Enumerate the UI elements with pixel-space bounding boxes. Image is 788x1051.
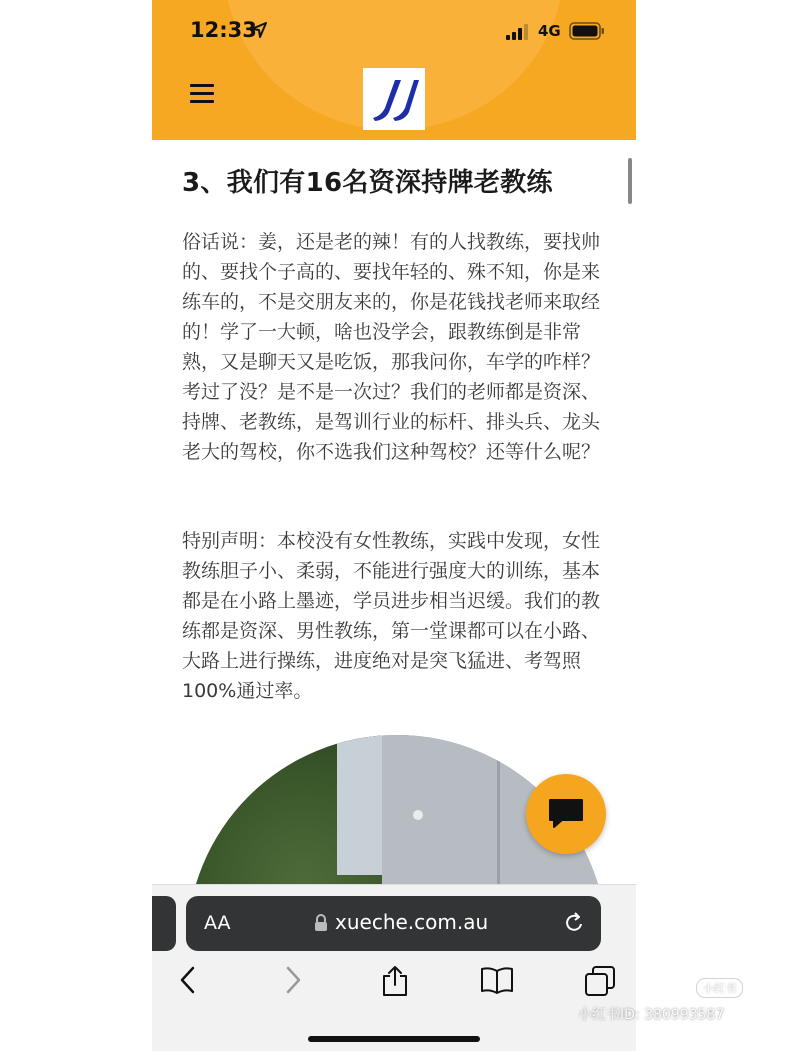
- bookmarks-icon[interactable]: [480, 965, 514, 995]
- home-indicator[interactable]: [308, 1036, 480, 1042]
- chat-bubble-icon: [548, 798, 584, 830]
- scrollbar[interactable]: [628, 158, 632, 204]
- watermark-id: 小红书ID: 380993587: [578, 1007, 725, 1023]
- article-paragraph: 特别声明：本校没有女性教练，实践中发现，女性教练胆子小、柔弱，不能进行强度大的训练，基本都是在小路上墨迹，学员进步相当迟缓。我们的教练都是资深、男性教练，第一堂课都可以在小路、大路上进行操练，进度绝对是突飞猛进、考驾照100%通过率。: [182, 530, 601, 702]
- previous-tab-preview[interactable]: [152, 896, 176, 951]
- text-size-button[interactable]: AA: [204, 912, 231, 934]
- status-time: 12:33: [190, 18, 257, 42]
- address-bar[interactable]: [186, 896, 601, 951]
- chat-button[interactable]: [526, 774, 606, 854]
- forward-icon[interactable]: [283, 965, 303, 995]
- article-paragraph: 俗话说：姜，还是老的辣！有的人找教练，要找帅的、要找个子高的、要找年轻的、殊不知，你是来练车的，不是交朋友来的，你是花钱找老师来取经的！学了一大顿，啥也没学会，跟教练倒是非常熟，又是聊天又是吃饭，那我问你，车学的咋样？考过了没？是不是一次过？我们的老师都是资深、持牌、老教练，是驾训行业的标杆、排头兵、龙头老大的驾校，你不选我们这种驾校？还等什么呢？: [182, 231, 601, 463]
- phone-screen: [152, 0, 636, 1051]
- browser-toolbar: [152, 884, 636, 1051]
- url-text[interactable]: xueche.com.au: [335, 910, 489, 934]
- article-content[interactable]: [152, 140, 636, 884]
- cellular-signal-icon: [506, 24, 532, 40]
- photo-wall-lamp: [413, 810, 423, 820]
- tabs-icon[interactable]: [584, 965, 616, 997]
- location-arrow-icon: [251, 22, 267, 38]
- battery-icon: [569, 22, 605, 40]
- network-type: 4G: [538, 22, 561, 40]
- header-bar: [152, 0, 636, 140]
- hamburger-menu-icon[interactable]: [190, 84, 220, 114]
- reload-icon[interactable]: [562, 910, 586, 936]
- share-icon[interactable]: [380, 965, 410, 997]
- back-icon[interactable]: [178, 965, 198, 995]
- school-logo-icon[interactable]: [363, 68, 425, 130]
- watermark-logo: 小红书: [696, 978, 743, 998]
- lock-icon: [314, 914, 328, 932]
- photo-panel-seam: [497, 735, 500, 884]
- article-title: 3、我们有16名资深持牌老教练: [182, 168, 553, 198]
